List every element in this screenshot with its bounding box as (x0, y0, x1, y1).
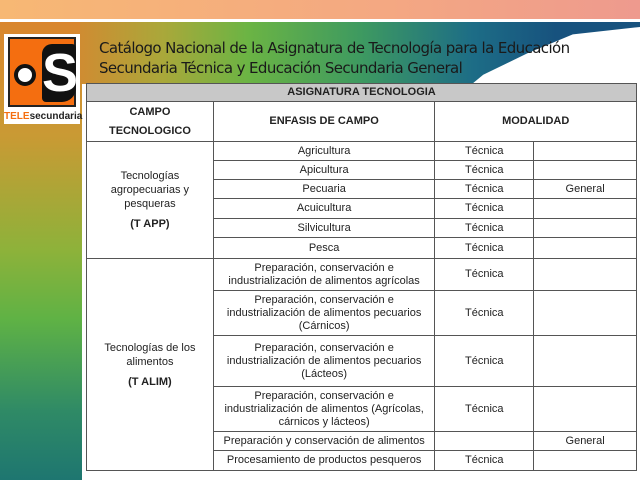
enfasis-cell: Acuicultura (213, 199, 435, 219)
general-cell (534, 238, 637, 259)
enfasis-cell: Preparación, conservación e industrialización de alimentos pecuarios (Cárnicos) (213, 291, 435, 336)
campo-name: Tecnologías de los alimentos (104, 341, 196, 368)
enfasis-cell: Agricultura (213, 142, 435, 161)
enfasis-cell: Pecuaria (213, 180, 435, 199)
general-cell (534, 336, 637, 387)
general-cell (534, 291, 637, 336)
catalog-table (86, 83, 637, 471)
enfasis-cell: Procesamiento de productos pesqueros (213, 451, 435, 471)
campo-cell (87, 142, 214, 259)
general-cell (534, 199, 637, 219)
telesecundaria-logo: S TELEsecundaria (4, 34, 80, 124)
tecnica-cell: Técnica (435, 199, 534, 219)
tecnica-cell: Técnica (435, 180, 534, 199)
tecnica-cell: Técnica (435, 387, 534, 432)
campo-cell (87, 259, 214, 471)
enfasis-cell: Preparación, conservación e industrialización de alimentos (Agrícolas, cárnicos y lácteos) (213, 387, 435, 432)
tecnica-cell: Técnica (435, 259, 534, 291)
tecnica-cell: Técnica (435, 238, 534, 259)
slide-title (99, 38, 570, 78)
tecnica-cell: Técnica (435, 219, 534, 238)
enfasis-cell: Pesca (213, 238, 435, 259)
table-row (87, 259, 637, 291)
enfasis-cell: Silvicultura (213, 219, 435, 238)
enfasis-cell: Apicultura (213, 161, 435, 180)
title-line-2: Secundaria Técnica y Educación Secundaria General (99, 59, 463, 77)
tecnica-cell: Técnica (435, 291, 534, 336)
general-cell (534, 219, 637, 238)
gear-icon (14, 64, 36, 86)
tecnica-cell (435, 432, 534, 451)
campo-name: Tecnologías agropecuarias y pesqueras (110, 170, 190, 210)
header-enfasis: ENFASIS DE CAMPO (213, 102, 435, 142)
logo-secundaria: secundaria (29, 111, 83, 122)
campo-code: (T ALIM) (128, 375, 172, 388)
tecnica-cell: Técnica (435, 161, 534, 180)
logo-tele: TELE (4, 111, 30, 122)
campo-code: (T APP) (130, 218, 170, 230)
general-cell (534, 161, 637, 180)
enfasis-cell: Preparación y conservación de alimentos (213, 432, 435, 451)
header-modalidad: MODALIDAD (435, 102, 637, 142)
table-caption: ASIGNATURA TECNOLOGIA (87, 84, 637, 102)
tecnica-cell: Técnica (435, 142, 534, 161)
general-cell: General (534, 432, 637, 451)
header-campo: CAMPO TECNOLOGICO (87, 102, 214, 142)
table-row (87, 142, 637, 161)
enfasis-cell: Preparación, conservación e industrialización de alimentos pecuarios (Lácteos) (213, 336, 435, 387)
general-cell (534, 451, 637, 471)
general-cell: General (534, 180, 637, 199)
tecnica-cell: Técnica (435, 336, 534, 387)
tecnica-cell: Técnica (435, 451, 534, 471)
general-cell (534, 387, 637, 432)
top-decor-bar (0, 0, 640, 19)
enfasis-cell: Preparación, conservación e industrialización de alimentos agrícolas (213, 259, 435, 291)
title-line-1: Catálogo Nacional de la Asignatura de Tecnología para la Educación (99, 39, 570, 57)
general-cell (534, 259, 637, 291)
general-cell (534, 142, 637, 161)
